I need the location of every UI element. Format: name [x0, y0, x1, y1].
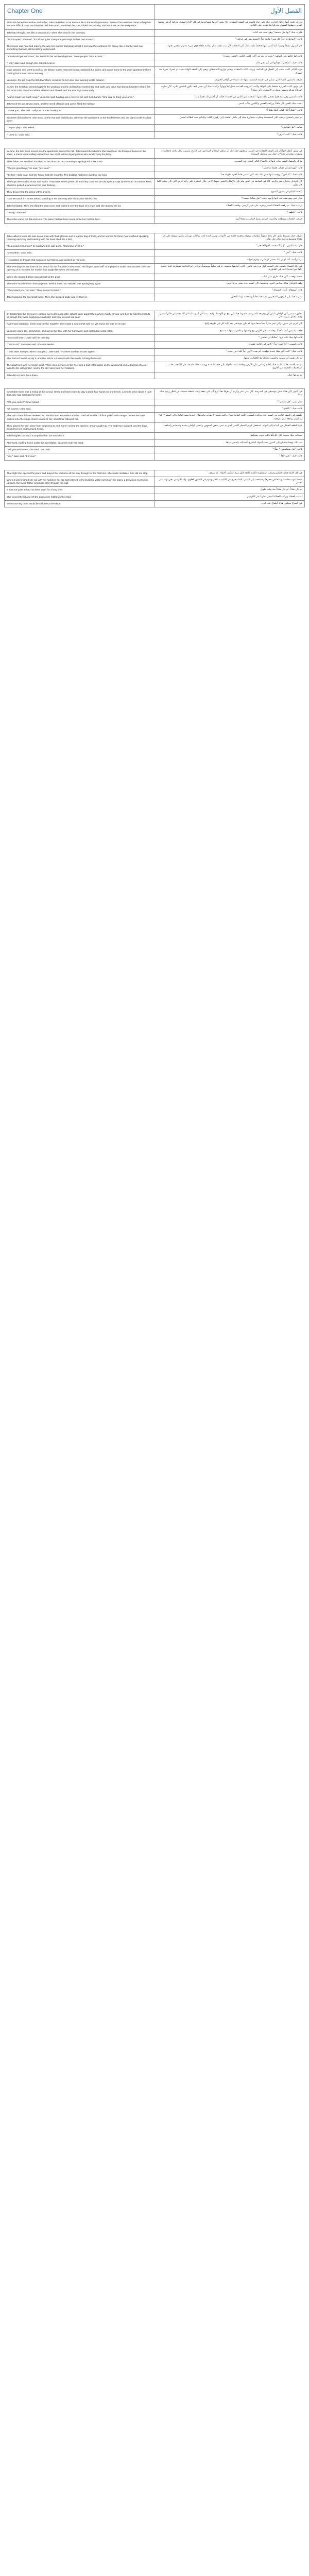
english-paragraph: Karim was impatient. Omar was careful. Together they made a sound that was not yet music but was on its way.	[5, 321, 155, 328]
arabic-paragraph: جلست في الصف الثالث بين السيد حداد ووالدة ياسمين. كانت القاعة تفوح برائحة ملمع الأرضيات والبرتقال. عندما صعد الولدان إلى المسرح، لوح لها كريم، ودفعه عمر بمرفقه.	[154, 413, 305, 423]
english-paragraph: "It's a good instrument," he said when he was done. "Someone loved it."	[5, 243, 155, 250]
table-row	[5, 77, 305, 83]
arabic-paragraph: قالت جيك: "أمي."	[154, 250, 305, 257]
arabic-paragraph: سأل عمر وهو يقف عند بابها وأخوه خلفه: "هل يمكننا لمسه؟"	[154, 196, 305, 202]
table-row	[5, 389, 305, 399]
table-row	[5, 196, 305, 202]
section-spacer	[5, 138, 305, 148]
arabic-paragraph: قال: "إنهما ولدان طيبان، فقط صاخبان."	[154, 165, 305, 172]
english-paragraph: That night she opened the piano and played the nocturne all the way through for the first time. She made mistakes. She did not stop.	[5, 470, 155, 477]
table-row	[5, 294, 305, 301]
arabic-paragraph: قالت: "بلطف."	[154, 209, 305, 216]
arabic-paragraph: لم تكن تقصد أن تقولها، وجلست للحظة مع الكلمات، تقلبها.	[154, 355, 305, 362]
section-spacer	[5, 379, 305, 389]
table-row	[5, 453, 305, 460]
arabic-paragraph: لم تغادر ياسمين. وقفت على الممسحة ونظرت متجاوزة جيك إلى داخل الشقة، إلى رفوف الكتب والبيانو تحت غطائه المغبر.	[154, 114, 305, 125]
table-row	[5, 287, 305, 294]
table-row	[5, 53, 305, 60]
english-paragraph: "I was older than you when I stopped," Jake said. "It's never too late to start again."	[5, 348, 155, 355]
section-spacer	[5, 301, 305, 311]
arabic-paragraph: سأل عمر: "هل ستأتين؟"	[154, 399, 305, 405]
arabic-paragraph: طرق والدهما، السيد حداد، بابها في الصباح التالي ليعتذر عن الضجيج.	[154, 158, 305, 165]
arabic-paragraph: طرقت ياسمين، الفتاة التي تسكن في الشقة السفلية، بابها ذات مساء في أواخر الخريف.	[154, 77, 305, 83]
arabic-paragraph: قالت ياسمين وهي تمد قدراً مغطى بكلتا يديها: "طبخت أمي الكثير من الحساء. قالت أن أحضر لك بعضاً منه."	[154, 94, 305, 100]
english-paragraph: That evening she sat down at the bench for the first time in two years. Her fingers were stiff. She played a scale, then another, then the opening of a nocturne her mother had taught her when she was ten.	[5, 263, 155, 274]
english-paragraph: "They're good boys," he said, "just loud."	[5, 165, 155, 172]
arabic-paragraph: في أكتوبر كان هناك حفل موسيقي في المدرسة. كان على عمر وكريم أن يعزفا معاً، أربع أيدٍ على مقعد واحد، قطعة بسيطة عن قطار رتبتها جيك لهما.	[154, 389, 305, 399]
chapter-title-en: Chapter One	[5, 5, 155, 20]
english-paragraph: "My mother," Jake said.	[5, 250, 155, 257]
english-paragraph: "Yes," Jake said. "For real."	[5, 453, 155, 460]
table-row	[5, 148, 305, 158]
arabic-paragraph: قالت جيك: "كنت أعزف."	[154, 131, 305, 138]
english-paragraph: "I will," Jake said, though she did not mean it.	[5, 60, 155, 67]
english-paragraph: The boys were called Omar and Karim. They were seven years old and they could not be told apart except by the scab on Karim's knee, which he picked at whenever he was thinking.	[5, 179, 155, 189]
english-paragraph: "Gently," she said.	[5, 209, 155, 216]
arabic-paragraph: قالت لها جيك ذات يوم: "يمكنك أن تتعلمي."	[154, 334, 305, 341]
arabic-paragraph: لم تعد الشقة هادئة. كانت هناك أقلام رصاص على الأرض وتفاحة نصف مأكولة على حافة النافذة ورسمة قطة ملصقة على الثلاجة، بجانب الملاحظات القديمة من أقاربها.	[154, 362, 305, 372]
english-paragraph: "They heard you," he said. "They wanted to listen."	[5, 287, 155, 294]
english-paragraph: The twins stood there in their pajamas. Behind them, Mr. Haddad was apologizing again.	[5, 280, 155, 287]
english-paragraph: By September the boys were coming every afternoon after school. Jake taught them where middle C was, and how to hold their hands as though they were cupping a small bird, and how to count out loud.	[5, 311, 155, 321]
arabic-paragraph: فكرت جيك "إنها مثل مصحة" وهي تقف عند الباب.	[154, 29, 305, 36]
table-row	[5, 334, 305, 341]
arabic-paragraph: قالت جيك: "بالطبع."	[154, 405, 305, 412]
english-paragraph: Yasmeen, the girl from the flat downstairs, knocked on her door one evening in late autumn.	[5, 77, 155, 83]
table-row	[5, 422, 305, 433]
table-row	[5, 321, 305, 328]
arabic-paragraph: أخذت جيك القدر. كان دافئاً، ورائحة العدس والكمون ملأت الممر.	[154, 101, 305, 108]
english-paragraph: Yasmeen came too, sometimes, and sat on the floor with her homework and pretended not to listen.	[5, 328, 155, 334]
english-paragraph: Jake looked at the two small faces. Then she stepped aside and let them in.	[5, 294, 155, 301]
english-paragraph: They discovered the piano within a week.	[5, 189, 155, 196]
english-paragraph: "Thank you," she said. "Tell your mother thank you."	[5, 108, 155, 114]
english-paragraph: When it was finished she sat with her hands in her lap and listened to the building: water running in the pipes, a television murmuring upstairs, the twins' father singing to them through the wall.	[5, 477, 155, 487]
table-row	[5, 243, 305, 250]
arabic-paragraph: قالت: "هل ستعلمينني؟ حقاً؟"	[154, 447, 305, 453]
english-paragraph: "You could learn," Jake told her one day.	[5, 334, 155, 341]
table-row	[5, 101, 305, 108]
table-row	[5, 202, 305, 209]
english-paragraph: In the morning there would be children at the door.	[5, 501, 155, 507]
english-paragraph: Jake called a tuner. He was an old man with thick glasses and a leather bag of tools, and he worked for three hours without speaking, pressing each key and listening with his head tilted like a bird.	[5, 233, 155, 243]
arabic-paragraph: كان الولدان يدعيان عمر وكريم. كانا في السابعة من العمر ولم يكن بالإمكان التمييز بينهما إلا من خلال القشرة على ركبة كريم، التي كان يحكها كلما كان يفكر.	[154, 179, 305, 189]
table-row	[5, 250, 305, 257]
table-row	[5, 494, 305, 500]
english-paragraph: "I used to," Jake said.	[5, 131, 155, 138]
arabic-paragraph: قالت جيك: "كنت أكبر منك عندما توقفت. لم يفت الأوان أبداً للبدء من جديد."	[154, 348, 305, 355]
arabic-paragraph: في الصباح سيكون هناك أطفال عند الباب.	[154, 501, 305, 507]
english-paragraph: In October there was a recital at the school. Omar and Karim were to play a duet, four hands on one bench, a simple piece about a train that Jake had arranged for them.	[5, 389, 155, 399]
english-paragraph: Afterward, walking home under the streetlights, Yasmeen took her hand.	[5, 439, 155, 446]
arabic-paragraph: قالت جيك: "سأفعل"، مع أنها لم تكن تعني ذلك.	[154, 60, 305, 67]
table-row	[5, 233, 305, 243]
english-paragraph: The house was neat and orderly, the way her mother had always kept it, but now the neatness felt heavy, like a blanket laid over something that was still breathing underneath.	[5, 43, 155, 54]
table-row	[5, 216, 305, 223]
arabic-paragraph: كان كريم غير صبور. وكان عمر حذراً. معاً صنعا صوتاً لم يكن موسيقى بعد لكنه كان في طريقه إليها.	[154, 321, 305, 328]
document-page	[4, 4, 305, 2576]
english-paragraph: When she stopped, there was a knock at the door.	[5, 274, 155, 280]
arabic-paragraph: وقف التوأمان هناك بملابس النوم. وخلفهما، كان السيد حداد يعتذر مرة أخرى.	[154, 280, 305, 287]
table-row	[5, 372, 305, 379]
english-paragraph: Jake had thought, "It's like a sanatorium," when she stood in the doorway.	[5, 29, 155, 36]
section-spacer-cell	[5, 301, 305, 311]
arabic-paragraph: في يوليو، كانت الحرارة تضغط على النوافذ وكانت المروحة القديمة تعمل ليلاً ونهاراً، وكادت جيك أن تنسى كيف يكون الشعور بالبرد. الآن صارت المدفأة تقرقع وتصفر، وصارت الأمسيات تأتي مبكراً.	[154, 84, 305, 94]
table-row	[5, 209, 305, 216]
english-paragraph: She sat in the third row between Mr. Haddad and Yasmeen's mother. The hall smelled of floor polish and oranges. When the boys walked onto the stage, Karim waved at her, and Omar elbowed him.	[5, 413, 155, 423]
table-row	[5, 257, 305, 263]
arabic-paragraph: اكتشفا البيانو في غضون أسبوع.	[154, 189, 305, 196]
arabic-paragraph: اتصلت جيك بمضبط بيانو. كان رجلاً عجوزاً بنظارات سميكة وحقيبة جلدية من الأدوات، وعمل لمدة ثلاث ساعات دون أن يتكلم، يضغط على كل مفتاح ويستمع ورأسه مائل مثل طائر.	[154, 233, 305, 243]
arabic-paragraph: عزفا قطعة القطار من البداية إلى النهاية. استعجل كريم السطر الأخير. لحق به عمر. صفق الجمهور، وانحنى الولدان بشدة واصطدم رأساهما.	[154, 422, 305, 433]
table-row	[5, 399, 305, 405]
english-paragraph: "Of course," Jake said.	[5, 405, 155, 412]
english-paragraph: "Will you come?" Omar asked.	[5, 399, 155, 405]
english-paragraph: They played the train piece from beginning to end. Karim rushed the last line. Omar caught up. The audience clapped, and the boys bowed too low and bumped heads.	[5, 422, 155, 433]
table-row	[5, 470, 305, 477]
arabic-paragraph: بحلول سبتمبر كان الولدان يأتيان كل يوم بعد المدرسة. علمتهما جيك أين يقع دو الأوسط، وكيف يمسكان أيديهما كما لو كانا يحتضنان طائراً صغيراً، وكيف يعدان بصوت عال.	[154, 311, 305, 321]
arabic-paragraph: أومأ برأسه، كما لو أن ذلك يفسر كل شيء، وحزم أدواته.	[154, 257, 305, 263]
table-row	[5, 36, 305, 43]
english-paragraph: Yasmeen did not leave. She stood on the mat and looked past Jake into the apartment, at the bookshelves and the piano under its dust cover.	[5, 114, 155, 125]
table-row	[5, 189, 305, 196]
english-paragraph: Jake did not take them down.	[5, 372, 155, 379]
section-spacer	[5, 223, 305, 233]
table-row	[5, 84, 305, 94]
section-spacer-cell	[5, 460, 305, 470]
arabic-paragraph: عندما توقفت، كان هناك طرق على الباب.	[154, 274, 305, 280]
table-row	[5, 342, 305, 348]
section-spacer-cell	[5, 138, 305, 148]
table-row	[5, 311, 305, 321]
arabic-paragraph: قالت: "شكراً لك. قولي لأمك شكراً."	[154, 108, 305, 114]
english-paragraph: In June, the twin boys moved into the apartment across the hall. Jake heard them before she saw them: the thump of boxes on the stairs, a man's voice calling instructions, two small voices arguing about who would carry the lamp.	[5, 148, 155, 158]
section-spacer-cell	[5, 379, 305, 389]
table-row	[5, 94, 305, 100]
table-row	[5, 362, 305, 372]
english-paragraph: "Can we touch it?" Omar asked, standing in her doorway with his brother behind him.	[5, 196, 155, 202]
english-paragraph: Their father, Mr. Haddad, knocked on her door the next morning to apologize for the noise.	[5, 158, 155, 165]
english-paragraph: "Mama made too much soup," Yasmeen said, holding out a covered pot with both hands. "She said to bring you some."	[5, 94, 155, 100]
section-spacer	[5, 460, 305, 470]
english-paragraph: The apartment was no longer quiet. There were pencils on the floor and a half-eaten apple on the windowsill and a drawing of a cat taped to the refrigerator, next to the old notes from her relatives.	[5, 362, 155, 372]
arabic-paragraph: لم تنزعها جيك.	[154, 372, 305, 379]
arabic-paragraph: في ذلك المساء جلست على المقعد لأول مرة منذ عامين. كانت أصابعها متيبسة. عزفت سلماً موسيقياً، ثم آخر، ثم افتتاحية مقطوعة ليلية علمتها إياها أمها عندما كانت في العاشرة.	[154, 263, 305, 274]
chapter-heading-row	[5, 5, 305, 20]
arabic-paragraph: قالت جيك: "نعم. حقاً."	[154, 453, 305, 460]
arabic-paragraph: قالت لها خالتها على الهاتف: "يجب أن تخرجي أكثر. قابلي الناس. التحقي بدورة."	[154, 53, 305, 60]
table-row	[5, 355, 305, 362]
english-paragraph: "Do you play?" she asked.	[5, 125, 155, 131]
table-row	[5, 125, 305, 131]
english-paragraph: Jake took the pot. It was warm, and the smell of lentils and cumin filled the hallway.	[5, 101, 155, 108]
arabic-paragraph: قالت ياسمين: "أنا كبيرة جداً." كانت في الثانية عشرة.	[154, 342, 305, 348]
english-paragraph: "I'm too old," Yasmeen said. She was twelve.	[5, 342, 155, 348]
arabic-paragraph: بعد ذلك، وهما تمشيان إلى المنزل تحت أضواء الشارع، أمسكت ياسمين بيدها.	[154, 439, 305, 446]
table-row	[5, 447, 305, 453]
table-row	[5, 348, 305, 355]
arabic-paragraph: ترددت جيك. ثم رفعت الغطاء المغبر وطوته على ظهر كرسي، وفتحت الغطاء.	[154, 202, 305, 209]
table-row	[5, 179, 305, 189]
table-row	[5, 405, 305, 412]
arabic-paragraph: في تلك الليلة فتحت البيانو وعزفت المقطوعة الليلية كاملة لأول مرة. ارتكبت أخطاء. لم تتوقف.	[154, 470, 305, 477]
table-row	[5, 43, 305, 54]
chapter-title-ar: الفصل الأول	[154, 5, 305, 20]
arabic-paragraph: قال: "سمعاكِ. أرادا الاستماع."	[154, 287, 305, 294]
parallel-text-table	[4, 4, 305, 507]
table-row	[5, 328, 305, 334]
table-row	[5, 433, 305, 439]
arabic-paragraph: نظرت جيك إلى الوجهين الصغيرين. ثم تنحت جانباً وسمحت لهما بالدخول.	[154, 294, 305, 301]
english-paragraph: She had not meant to say it, and she sat for a moment with the words, turning them over.	[5, 355, 155, 362]
arabic-paragraph: في يونيو، انتقل التوأمان إلى الشقة المقابلة في الممر. سمعتهم جيك قبل أن تراهم: ارتطام الصناديق على الدرج، وصوت رجل ينادي بالتعليمات، وصوتان صغيران يتجادلان حول من سيحمل المصباح.	[154, 148, 305, 158]
table-row	[5, 439, 305, 446]
table-row	[5, 29, 305, 36]
english-paragraph: The notes came out flat and sour. The piano had not been tuned since her mother died.	[5, 216, 155, 223]
arabic-paragraph: كان المنزل نظيفاً ومرتباً، كما كانت أمها تحافظ عليه دائماً، لكن النظافة الآن بدت ثقيلة، مثل بطانية ملقاة فوق شيء ما زال يتنفس تحتها.	[154, 43, 305, 54]
table-row	[5, 172, 305, 179]
section-spacer-cell	[5, 223, 305, 233]
english-paragraph: After she buried her mother and father, Jake had taken to an austere life in the small apartment. Some of her relatives came to help her in those difficult days, and they had left their mark: scrubbed the pots, folded the laundry, and left notes on the refrigerator.	[5, 20, 155, 30]
arabic-paragraph: سألت: "هل تعزفين؟"	[154, 125, 305, 131]
english-paragraph: "You should get out more," her aunt told her on the telephone. "Meet people. Take a class."	[5, 53, 155, 60]
english-paragraph: Days passed. She went to work at the library, sorted returned books, stamped due dates, and came home to the quiet apartment where nothing had moved since morning.	[5, 67, 155, 77]
arabic-paragraph: بعد أن دفنت أمها وأباها، اعتادت جيك على حياة قاسية في الشقة الصغيرة. جاء بعض أقاربها لمساعدتها في تلك الأيام الصعبة، وتركوا أثرهم: نظفوا القدور، وطووا الغسيل، وتركوا ملاحظات على الثلاجة.	[154, 20, 305, 30]
arabic-paragraph: قالت جيك: "لا بأس"، ووجدت أنها تعني ذلك. لقد كان المبنى هادئاً لفترة طويلة جداً.	[154, 172, 305, 179]
table-row	[5, 477, 305, 487]
arabic-paragraph: أغلقت الغطاء وتركت الغطاء المغبر مطوياً على الكرسي.	[154, 494, 305, 500]
arabic-paragraph: خرجت النغمات مسطحة وحامضة. لم يتم ضبط البيانو منذ وفاة أمها.	[154, 216, 305, 223]
english-paragraph: It was not quiet. It had not been quiet for a long time.	[5, 487, 155, 494]
table-row	[5, 487, 305, 494]
table-row	[5, 263, 305, 274]
english-paragraph: In July, the heat had pressed against the windows and the old fan had worked day and night, and Jake had almost forgotten what it felt like to be cold. Now the radiator clanked and hissed, and the evenings came early.	[5, 84, 155, 94]
english-paragraph: "Will you teach me?" she said. "For real?"	[5, 447, 155, 453]
table-row	[5, 131, 305, 138]
arabic-paragraph: قالت: "إنها هادئة جداً. كل شيء هادئ جداً. الجميع يبقى في غرفته."	[154, 36, 305, 43]
table-row	[5, 413, 305, 423]
english-paragraph: "It's fine," Jake said, and she found that she meant it. The building had been quiet for too long.	[5, 172, 155, 179]
table-row	[5, 108, 305, 114]
english-paragraph: She closed the lid and left the dust cover folded on the chair.	[5, 494, 155, 500]
arabic-paragraph: لم يكن هادئاً. لم يكن هادئاً منذ وقت طويل.	[154, 487, 305, 494]
english-paragraph: Jake hesitated. Then she lifted the dust cover and folded it over the back of a chair, and she opened the lid.	[5, 202, 155, 209]
table-row	[5, 20, 305, 30]
table-row	[5, 114, 305, 125]
table-row	[5, 158, 305, 165]
arabic-paragraph: ضحكت جيك بصوت عال. فاجأها ذلك، صوت ضحكتها.	[154, 433, 305, 439]
arabic-paragraph: جاءت ياسمين أيضاً، أحياناً، وجلست على الأرض مع واجباتها وتظاهرت بأنها لا تستمع.	[154, 328, 305, 334]
table-row	[5, 501, 305, 507]
english-paragraph: "It's too quiet," she said. "It's all too quiet. Everyone just stays in their own rooms."	[5, 36, 155, 43]
arabic-paragraph: مرت الأيام. كانت تذهب إلى العمل في المكتبة، وترتب الكتب المعادة، وتختم تواريخ الاستحقاق، وتعود إلى الشقة الهادئة حيث لم يتحرك شيء منذ الصباح.	[154, 67, 305, 77]
table-row	[5, 280, 305, 287]
table-row	[5, 165, 305, 172]
english-paragraph: Jake laughed out loud. It surprised her, the sound of it.	[5, 433, 155, 439]
english-paragraph: He nodded, as though that explained everything, and packed up his tools.	[5, 257, 155, 263]
arabic-paragraph: قال عندما انتهى: "إنها آلة جيدة. أحبها أحدهم."	[154, 243, 305, 250]
table-row	[5, 67, 305, 77]
table-row	[5, 274, 305, 280]
arabic-paragraph: عندما انتهت جلست ويداها في حجرها واستمعت إلى المبنى: الماء يجري في الأنابيب، تلفاز يهمهم في الطابق العلوي، والد التوأمين يغني لهما عبر الجدار.	[154, 477, 305, 487]
table-row	[5, 60, 305, 67]
